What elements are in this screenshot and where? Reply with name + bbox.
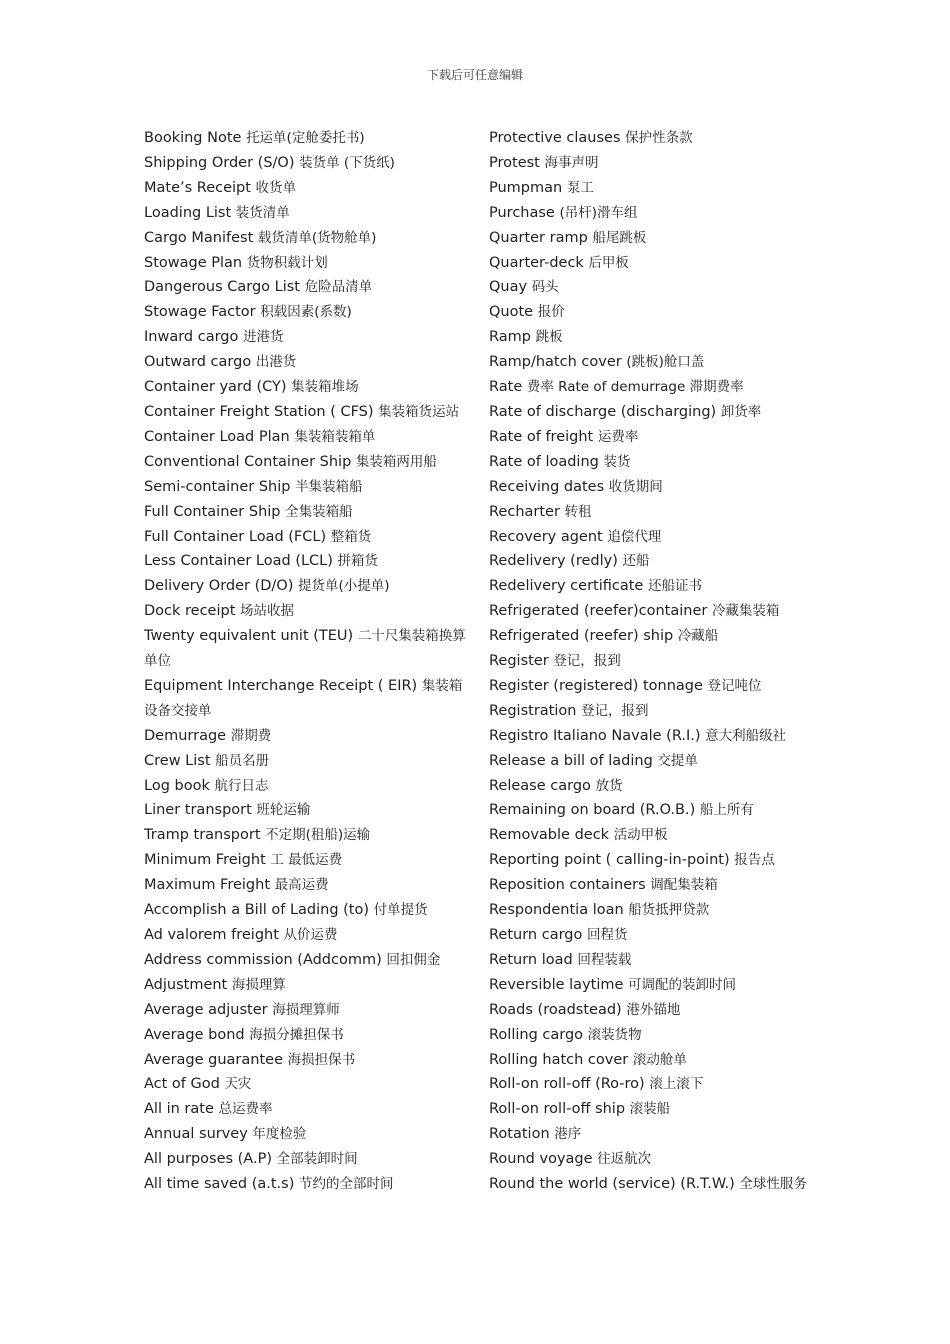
term-english: Reversible laytime [489, 976, 624, 993]
term-english: Ramp [489, 329, 531, 346]
glossary-entry [489, 674, 809, 699]
term-english: Registration [489, 702, 577, 719]
glossary-entry [144, 898, 466, 923]
glossary-entry [144, 400, 466, 425]
glossary-entry [144, 226, 466, 251]
term-chinese: 冷藏集装箱 [711, 603, 780, 620]
term-chinese: 不定期(租船)运输 [265, 827, 371, 844]
term-chinese: 航行日志 [214, 777, 269, 794]
glossary-entry [144, 599, 466, 624]
glossary-entry [489, 251, 809, 276]
term-chinese: 收货单 [255, 179, 297, 196]
term-chinese: 交提单 [657, 752, 698, 769]
glossary-entry [489, 973, 809, 998]
term-chinese: 登记吨位 [707, 677, 762, 694]
term-chinese: 放货 [595, 777, 623, 794]
term-english: Liner transport [144, 802, 252, 819]
term-english: Ramp/hatch cover [489, 354, 622, 371]
term-english: Demurrage [144, 727, 227, 744]
term-english: Tramp transport [144, 827, 261, 844]
term-english: Removable deck [489, 827, 610, 844]
glossary-entry [144, 973, 466, 998]
glossary-entry [489, 724, 809, 749]
term-english: Full Container Load (FCL) [144, 528, 327, 545]
glossary-entry [489, 1072, 809, 1097]
glossary-entry [489, 1147, 809, 1172]
term-chinese: 往返航次 [597, 1151, 652, 1168]
glossary-entry [489, 226, 809, 251]
term-english: Return cargo [489, 927, 583, 943]
term-chinese: 滚上滚下 [649, 1076, 704, 1093]
term-english: Register [489, 653, 549, 670]
glossary-entry [144, 151, 466, 176]
term-english: Rate of discharge (discharging) [489, 403, 717, 420]
term-english: Equipment Interchange Receipt ( EIR) [144, 677, 418, 694]
glossary-entry [144, 624, 466, 674]
glossary-entry [144, 1048, 466, 1073]
term-chinese: 滚装船 [629, 1101, 671, 1118]
glossary-entry [144, 325, 466, 350]
term-chinese: 船货抵押贷款 [628, 902, 710, 919]
term-english: All in rate [144, 1101, 214, 1118]
term-chinese: 场站收据 [240, 603, 294, 620]
term-english: All purposes (A.P) [144, 1151, 272, 1168]
glossary-entry [489, 425, 809, 450]
term-english: Full Container Ship [144, 503, 281, 520]
term-english: Act of God [144, 1076, 220, 1093]
term-english: Rolling hatch cover [489, 1051, 629, 1068]
glossary-entry [144, 1147, 466, 1172]
term-english: Dock receipt [144, 603, 236, 620]
term-chinese: 冷藏船 [677, 628, 719, 645]
term-chinese: 报告点 [734, 852, 775, 869]
term-english: Address commission (Addcomm) [144, 951, 382, 968]
glossary-entry [489, 649, 809, 674]
glossary-entry [144, 873, 466, 898]
term-english: Protective clauses [489, 130, 621, 146]
term-chinese: 还船证书 [647, 578, 702, 595]
term-chinese: 集装箱装箱单 [294, 428, 376, 445]
glossary-entry [489, 300, 809, 325]
glossary-entry [489, 923, 809, 948]
term-chinese: 跳板 [535, 329, 563, 346]
glossary-entry [489, 1122, 809, 1147]
glossary-entry [144, 749, 466, 774]
glossary-entry [144, 425, 466, 450]
term-english: Average bond [144, 1026, 245, 1043]
term-chinese: 后甲板 [588, 254, 629, 271]
glossary-entry [144, 300, 466, 325]
term-chinese: 装货单 (下货纸) [299, 154, 395, 171]
glossary-entry [489, 500, 809, 525]
glossary-entry [489, 998, 809, 1023]
glossary-entry [144, 798, 466, 823]
term-english: Semi-container Ship [144, 478, 291, 495]
term-english: Log book [144, 777, 210, 794]
term-chinese: 拼箱货 [337, 553, 379, 570]
term-chinese: 托运单(定舱委托书) [246, 130, 365, 146]
glossary-entry [144, 251, 466, 276]
term-english: Rate [489, 379, 523, 396]
term-english: Roll-on roll-off (Ro-ro) [489, 1076, 645, 1093]
glossary-entry [144, 848, 466, 873]
glossary-entry [489, 475, 809, 500]
glossary-entry [144, 275, 466, 300]
term-chinese: 海损担保书 [287, 1051, 356, 1068]
term-english: Average guarantee [144, 1051, 283, 1068]
glossary-entry [489, 798, 809, 823]
glossary-entry [144, 450, 466, 475]
term-chinese: 海损分摊担保书 [249, 1026, 344, 1043]
term-english: Recovery agent [489, 528, 603, 545]
term-chinese: 回扣佣金 [386, 951, 441, 968]
glossary-entry [489, 126, 809, 151]
glossary-entry [144, 201, 466, 226]
glossary-entry [489, 1023, 809, 1048]
term-chinese: 积载因素(系数) [260, 304, 352, 321]
glossary-entry [489, 176, 809, 201]
glossary-entry [144, 774, 466, 799]
term-english: Refrigerated (reefer) ship [489, 628, 674, 645]
term-english: Shipping Order (S/O) [144, 154, 295, 171]
term-chinese: 回程装载 [577, 951, 632, 968]
glossary-entry [489, 151, 809, 176]
term-english: Booking Note [144, 130, 242, 146]
term-chinese: 滞期费 [230, 727, 272, 744]
term-chinese: 船上所有 [699, 802, 754, 819]
glossary-entry [144, 350, 466, 375]
term-english: Container Load Plan [144, 428, 290, 445]
term-chinese: 全球性服务 [739, 1176, 807, 1193]
term-english: Conventional Container Ship [144, 453, 352, 470]
term-chinese: 调配集装箱 [650, 877, 718, 894]
term-chinese: 工 最低运费 [270, 852, 343, 869]
glossary-column-left [144, 126, 466, 1197]
term-english: Minimum Freight [144, 852, 266, 869]
term-english: Quote [489, 304, 534, 321]
term-chinese: 半集装箱船 [295, 478, 363, 495]
term-chinese: 天灾 [224, 1076, 252, 1093]
glossary-entry [489, 1048, 809, 1073]
term-chinese: 班轮运输 [256, 802, 311, 819]
term-english: Rate of freight [489, 428, 594, 445]
term-english: All time saved (a.t.s) [144, 1176, 295, 1193]
glossary-entry [489, 774, 809, 799]
glossary-entry [489, 325, 809, 350]
term-chinese: 港外锚地 [626, 1001, 681, 1018]
glossary-entry [489, 549, 809, 574]
term-english: Stowage Plan [144, 254, 243, 271]
term-chinese: 回程货 [586, 927, 628, 943]
term-english: Outward cargo [144, 354, 252, 371]
term-english: Less Container Load (LCL) [144, 553, 333, 570]
term-chinese: 泵工 [566, 179, 594, 196]
term-english: Maximum Freight [144, 877, 271, 894]
glossary-entry [489, 749, 809, 774]
term-english: Cargo Manifest [144, 229, 254, 246]
term-english: Quay [489, 279, 528, 296]
glossary-entry [489, 350, 809, 375]
term-chinese: 总运费率 [218, 1101, 273, 1118]
term-chinese: 海损理算 [231, 976, 286, 993]
term-chinese: 集装箱两用船 [355, 453, 437, 470]
term-chinese: 集装箱堆场 [291, 379, 359, 396]
glossary-entry [489, 450, 809, 475]
term-chinese: 从价运费 [283, 927, 338, 943]
glossary-entry [489, 525, 809, 550]
term-chinese: 船尾跳板 [592, 229, 647, 246]
term-english: Remaining on board (R.O.B.) [489, 802, 696, 819]
term-chinese: 海损理算师 [272, 1001, 340, 1018]
term-english: Container yard (CY) [144, 379, 287, 396]
term-english: Reposition containers [489, 877, 646, 894]
term-chinese: 活动甲板 [613, 827, 668, 844]
term-english: Inward cargo [144, 329, 239, 346]
term-chinese: 追偿代理 [607, 528, 662, 545]
term-english: Protest [489, 154, 540, 171]
term-english: Dangerous Cargo List [144, 279, 300, 296]
term-chinese: (吊杆)滑车组 [559, 204, 638, 221]
term-chinese: 还船 [622, 553, 650, 570]
glossary-entry [144, 998, 466, 1023]
term-chinese: 进港货 [242, 329, 284, 346]
term-chinese: 全部装卸时间 [276, 1151, 358, 1168]
term-chinese: 登记，报到 [581, 702, 649, 719]
term-chinese: 转租 [564, 503, 592, 520]
term-chinese: 最高运费 [274, 877, 329, 894]
term-english: Purchase [489, 204, 555, 221]
glossary-entry [489, 1097, 809, 1122]
glossary-entry [489, 898, 809, 923]
term-english: Stowage Factor [144, 304, 256, 321]
glossary-entry [489, 599, 809, 624]
term-english: Ad valorem freight [144, 927, 279, 943]
term-chinese: 滚装货物 [587, 1026, 642, 1043]
term-chinese: 费率 Rate of demurrage 滞期费率 [526, 379, 744, 396]
term-english: Container Freight Station ( CFS) [144, 403, 374, 420]
term-chinese: 滚动舱单 [632, 1051, 687, 1068]
term-english: Redelivery (redly) [489, 553, 618, 570]
term-english: Average adjuster [144, 1001, 268, 1018]
term-chinese: 运费率 [597, 428, 639, 445]
glossary-entry [144, 1023, 466, 1048]
term-chinese: 二十尺集装箱换算单位 [144, 628, 466, 670]
term-english: Receiving dates [489, 478, 605, 495]
term-chinese: 出港货 [255, 354, 297, 371]
term-english: Quarter-deck [489, 254, 584, 271]
term-chinese: 集装箱货运站 [378, 403, 460, 420]
term-chinese: 船员名册 [215, 752, 270, 769]
term-chinese: 载货清单(货物舱单) [257, 229, 377, 246]
term-english: Pumpman [489, 179, 563, 196]
term-english: Release a bill of lading [489, 752, 653, 769]
glossary-entry [144, 1097, 466, 1122]
glossary-entry [489, 848, 809, 873]
term-chinese: 整箱货 [330, 528, 372, 545]
term-chinese: 全集装箱船 [285, 503, 353, 520]
glossary-entry [489, 873, 809, 898]
page-header: 下载后可任意编辑 [426, 68, 523, 82]
term-english: Registro Italiano Navale (R.I.) [489, 727, 701, 744]
term-english: Roads (roadstead) [489, 1001, 622, 1018]
term-english: Redelivery certificate [489, 578, 644, 595]
term-english: Round the world (service) (R.T.W.) [489, 1176, 735, 1193]
term-chinese: 节约的全部时间 [298, 1176, 394, 1193]
term-english: Quarter ramp [489, 229, 588, 246]
term-chinese: 集装箱设备交接单 [144, 677, 463, 719]
term-chinese: 海事声明 [544, 154, 599, 171]
term-english: Annual survey [144, 1126, 248, 1143]
glossary-entry [144, 674, 466, 724]
term-chinese: 年度检验 [252, 1126, 307, 1143]
term-chinese: 报价 [537, 304, 565, 321]
term-chinese: 港序 [554, 1126, 582, 1143]
term-chinese: (跳板)舱口盖 [626, 354, 705, 371]
term-english: Return load [489, 951, 573, 968]
term-chinese: 卸货率 [720, 403, 762, 420]
term-english: Rotation [489, 1126, 550, 1143]
term-chinese: 货物积载计划 [246, 254, 328, 271]
term-english: Reporting point ( calling-in-point) [489, 852, 730, 869]
glossary-entry [144, 1122, 466, 1147]
glossary-entry [144, 724, 466, 749]
glossary-entry [489, 574, 809, 599]
term-chinese: 码头 [531, 279, 559, 296]
term-english: Rate of loading [489, 453, 599, 470]
glossary-entry [144, 126, 466, 151]
term-chinese: 装货清单 [235, 204, 290, 221]
term-english: Respondentia loan [489, 902, 624, 919]
glossary-entry [489, 948, 809, 973]
term-english: Delivery Order (D/O) [144, 578, 294, 595]
glossary-entry [144, 375, 466, 400]
term-english: Accomplish a Bill of Lading (to) [144, 902, 370, 919]
glossary-entry [144, 574, 466, 599]
term-chinese: 装货 [603, 453, 631, 470]
glossary-entry [144, 549, 466, 574]
term-english: Recharter [489, 503, 560, 520]
glossary-entry [489, 275, 809, 300]
term-english: Mate’s Receipt [144, 179, 251, 196]
glossary-entry [489, 699, 809, 724]
term-chinese: 可调配的装卸时间 [628, 976, 737, 993]
term-chinese: 登记，报到 [553, 653, 621, 670]
term-english: Round voyage [489, 1151, 593, 1168]
glossary-entry [144, 948, 466, 973]
glossary-entry [144, 923, 466, 948]
term-english: Rolling cargo [489, 1026, 584, 1043]
glossary-entry [489, 201, 809, 226]
term-chinese: 付单提货 [373, 902, 428, 919]
term-chinese: 保护性条款 [625, 130, 693, 146]
term-chinese: 收货期间 [608, 478, 663, 495]
glossary-entry [144, 176, 466, 201]
glossary-entry [489, 624, 809, 649]
term-english: Crew List [144, 752, 211, 769]
glossary-entry [489, 1172, 809, 1197]
glossary-entry [489, 400, 809, 425]
glossary-entry [489, 823, 809, 848]
glossary-entry [144, 500, 466, 525]
glossary-entry [144, 1072, 466, 1097]
glossary-entry [489, 375, 809, 400]
glossary-column-right [489, 126, 809, 1197]
term-english: Release cargo [489, 777, 591, 794]
term-english: Register (registered) tonnage [489, 677, 703, 694]
term-chinese: 危险品清单 [304, 279, 373, 296]
glossary-entry [144, 525, 466, 550]
term-english: Twenty equivalent unit (TEU) [144, 628, 354, 645]
term-english: Loading List [144, 204, 232, 221]
term-chinese: 意大利船级社 [705, 727, 787, 744]
term-chinese: 提货单(小提单) [298, 578, 390, 595]
glossary-entry [144, 823, 466, 848]
term-english: Adjustment [144, 976, 228, 993]
term-english: Roll-on roll-off ship [489, 1101, 626, 1118]
glossary-entry [144, 1172, 466, 1197]
term-english: Refrigerated (reefer)container [489, 603, 708, 620]
glossary-entry [144, 475, 466, 500]
